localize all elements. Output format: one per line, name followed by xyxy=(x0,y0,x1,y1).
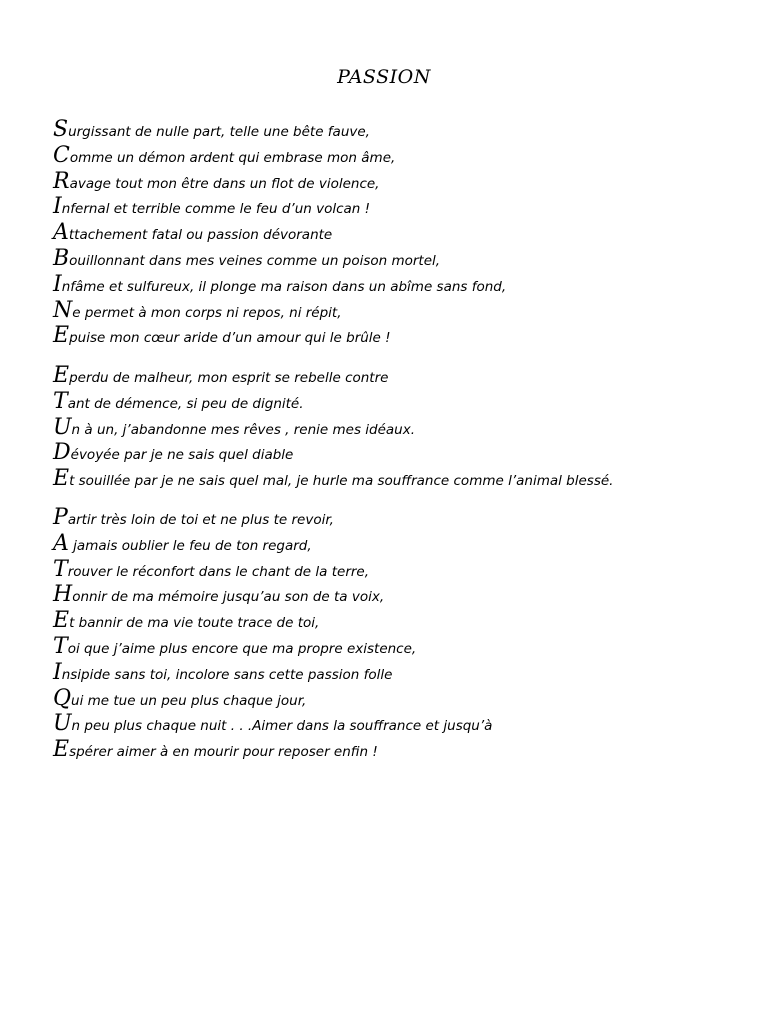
line-text: jamais oublier le feu de ton regard, xyxy=(68,537,312,554)
line-text: e permet à mon corps ni repos, ni répit, xyxy=(72,304,342,321)
line-text: nfernal et terrible comme le feu d’un volcan ! xyxy=(61,201,371,218)
poem-line xyxy=(53,530,753,560)
poem-line xyxy=(53,608,753,637)
line-text: rouver le réconfort dans le chant de la terre, xyxy=(67,563,370,580)
poem-line xyxy=(53,363,753,392)
poem-line xyxy=(53,556,753,586)
poem-line xyxy=(53,245,753,275)
poem-line xyxy=(53,505,753,534)
acrostic-initial: H xyxy=(53,582,73,608)
stanza-3 xyxy=(53,505,753,766)
poem-line xyxy=(53,168,753,198)
acrostic-initial: E xyxy=(53,363,70,388)
line-text: puise mon cœur aride d’un amour qui le brûle ! xyxy=(69,330,391,347)
poem-line xyxy=(53,220,753,249)
line-text: urgissant de nulle part, telle une bête fauve, xyxy=(68,124,370,140)
poem-line xyxy=(53,117,753,146)
poem-line xyxy=(53,388,753,418)
acrostic-initial: I xyxy=(53,271,62,297)
acrostic-initial: A xyxy=(53,220,69,246)
line-text: ttachement fatal ou passion dévorante xyxy=(68,227,333,244)
acrostic-initial: U xyxy=(53,711,72,737)
acrostic-initial: U xyxy=(53,414,72,440)
acrostic-initial: B xyxy=(53,245,70,271)
poem-line xyxy=(53,685,753,715)
acrostic-initial: S xyxy=(53,117,69,142)
line-text: omme un démon ardent qui embrase mon âme, xyxy=(69,149,396,166)
poem-line xyxy=(53,194,753,223)
acrostic-initial: P xyxy=(53,505,68,530)
acrostic-initial: E xyxy=(53,608,70,634)
line-text: t bannir de ma vie toute trace de toi, xyxy=(69,615,320,632)
poem-line xyxy=(53,711,753,740)
line-text: ant de démence, si peu de dignité. xyxy=(67,395,304,412)
poem-line xyxy=(53,440,753,469)
poem-line xyxy=(53,323,753,352)
acrostic-initial: I xyxy=(53,194,62,220)
line-text: évoyée par je ne sais quel diable xyxy=(70,447,294,464)
stanza-1 xyxy=(53,117,753,352)
acrostic-initial: N xyxy=(53,297,73,323)
poem-line xyxy=(53,633,753,663)
poem-line xyxy=(53,271,753,301)
acrostic-initial: E xyxy=(53,466,70,492)
poem-line xyxy=(53,737,753,766)
poem-line xyxy=(53,414,753,444)
line-text: n peu plus chaque nuit . . .Aimer dans la souffrance et jusqu’à xyxy=(71,718,493,735)
acrostic-initial: T xyxy=(53,633,68,659)
line-text: avage tout mon être dans un flot de violence, xyxy=(69,175,380,192)
acrostic-initial: T xyxy=(53,388,68,414)
acrostic-initial: R xyxy=(53,168,70,194)
line-text: ui me tue un peu plus chaque jour, xyxy=(71,692,307,709)
poem-line xyxy=(53,466,753,495)
line-text: perdu de malheur, mon esprit se rebelle contre xyxy=(69,370,389,386)
acrostic-initial: A xyxy=(53,530,69,556)
acrostic-initial: Q xyxy=(53,685,72,711)
line-text: t souillée par je ne sais quel mal, je hurle ma souffrance comme l’animal blessé. xyxy=(69,473,614,490)
poem-line xyxy=(53,582,753,611)
line-text: oi que j’aime plus encore que ma propre existence, xyxy=(67,640,417,657)
poem-line xyxy=(53,142,753,172)
line-text: ouillonnant dans mes veines comme un poison mortel, xyxy=(69,252,441,269)
poem-title: PASSION xyxy=(337,66,431,88)
line-text: onnir de ma mémoire jusqu’au son de ta voix, xyxy=(72,589,385,606)
acrostic-initial: D xyxy=(53,440,71,466)
acrostic-initial: I xyxy=(53,659,62,685)
line-text: nfâme et sulfureux, il plonge ma raison dans un abîme sans fond, xyxy=(61,278,507,295)
acrostic-initial: C xyxy=(53,142,70,168)
acrostic-initial: E xyxy=(53,323,70,349)
line-text: spérer aimer à en mourir pour reposer enfin ! xyxy=(69,744,378,761)
line-text: n à un, j’abandonne mes rêves , renie mes idéaux. xyxy=(71,421,416,438)
line-text: artir très loin de toi et ne plus te revoir, xyxy=(67,512,334,528)
acrostic-initial: E xyxy=(53,737,70,763)
poem-line xyxy=(53,659,753,689)
line-text: nsipide sans toi, incolore sans cette passion folle xyxy=(61,666,393,683)
acrostic-initial: T xyxy=(53,556,68,582)
poem-line xyxy=(53,297,753,327)
stanza-2 xyxy=(53,363,753,495)
